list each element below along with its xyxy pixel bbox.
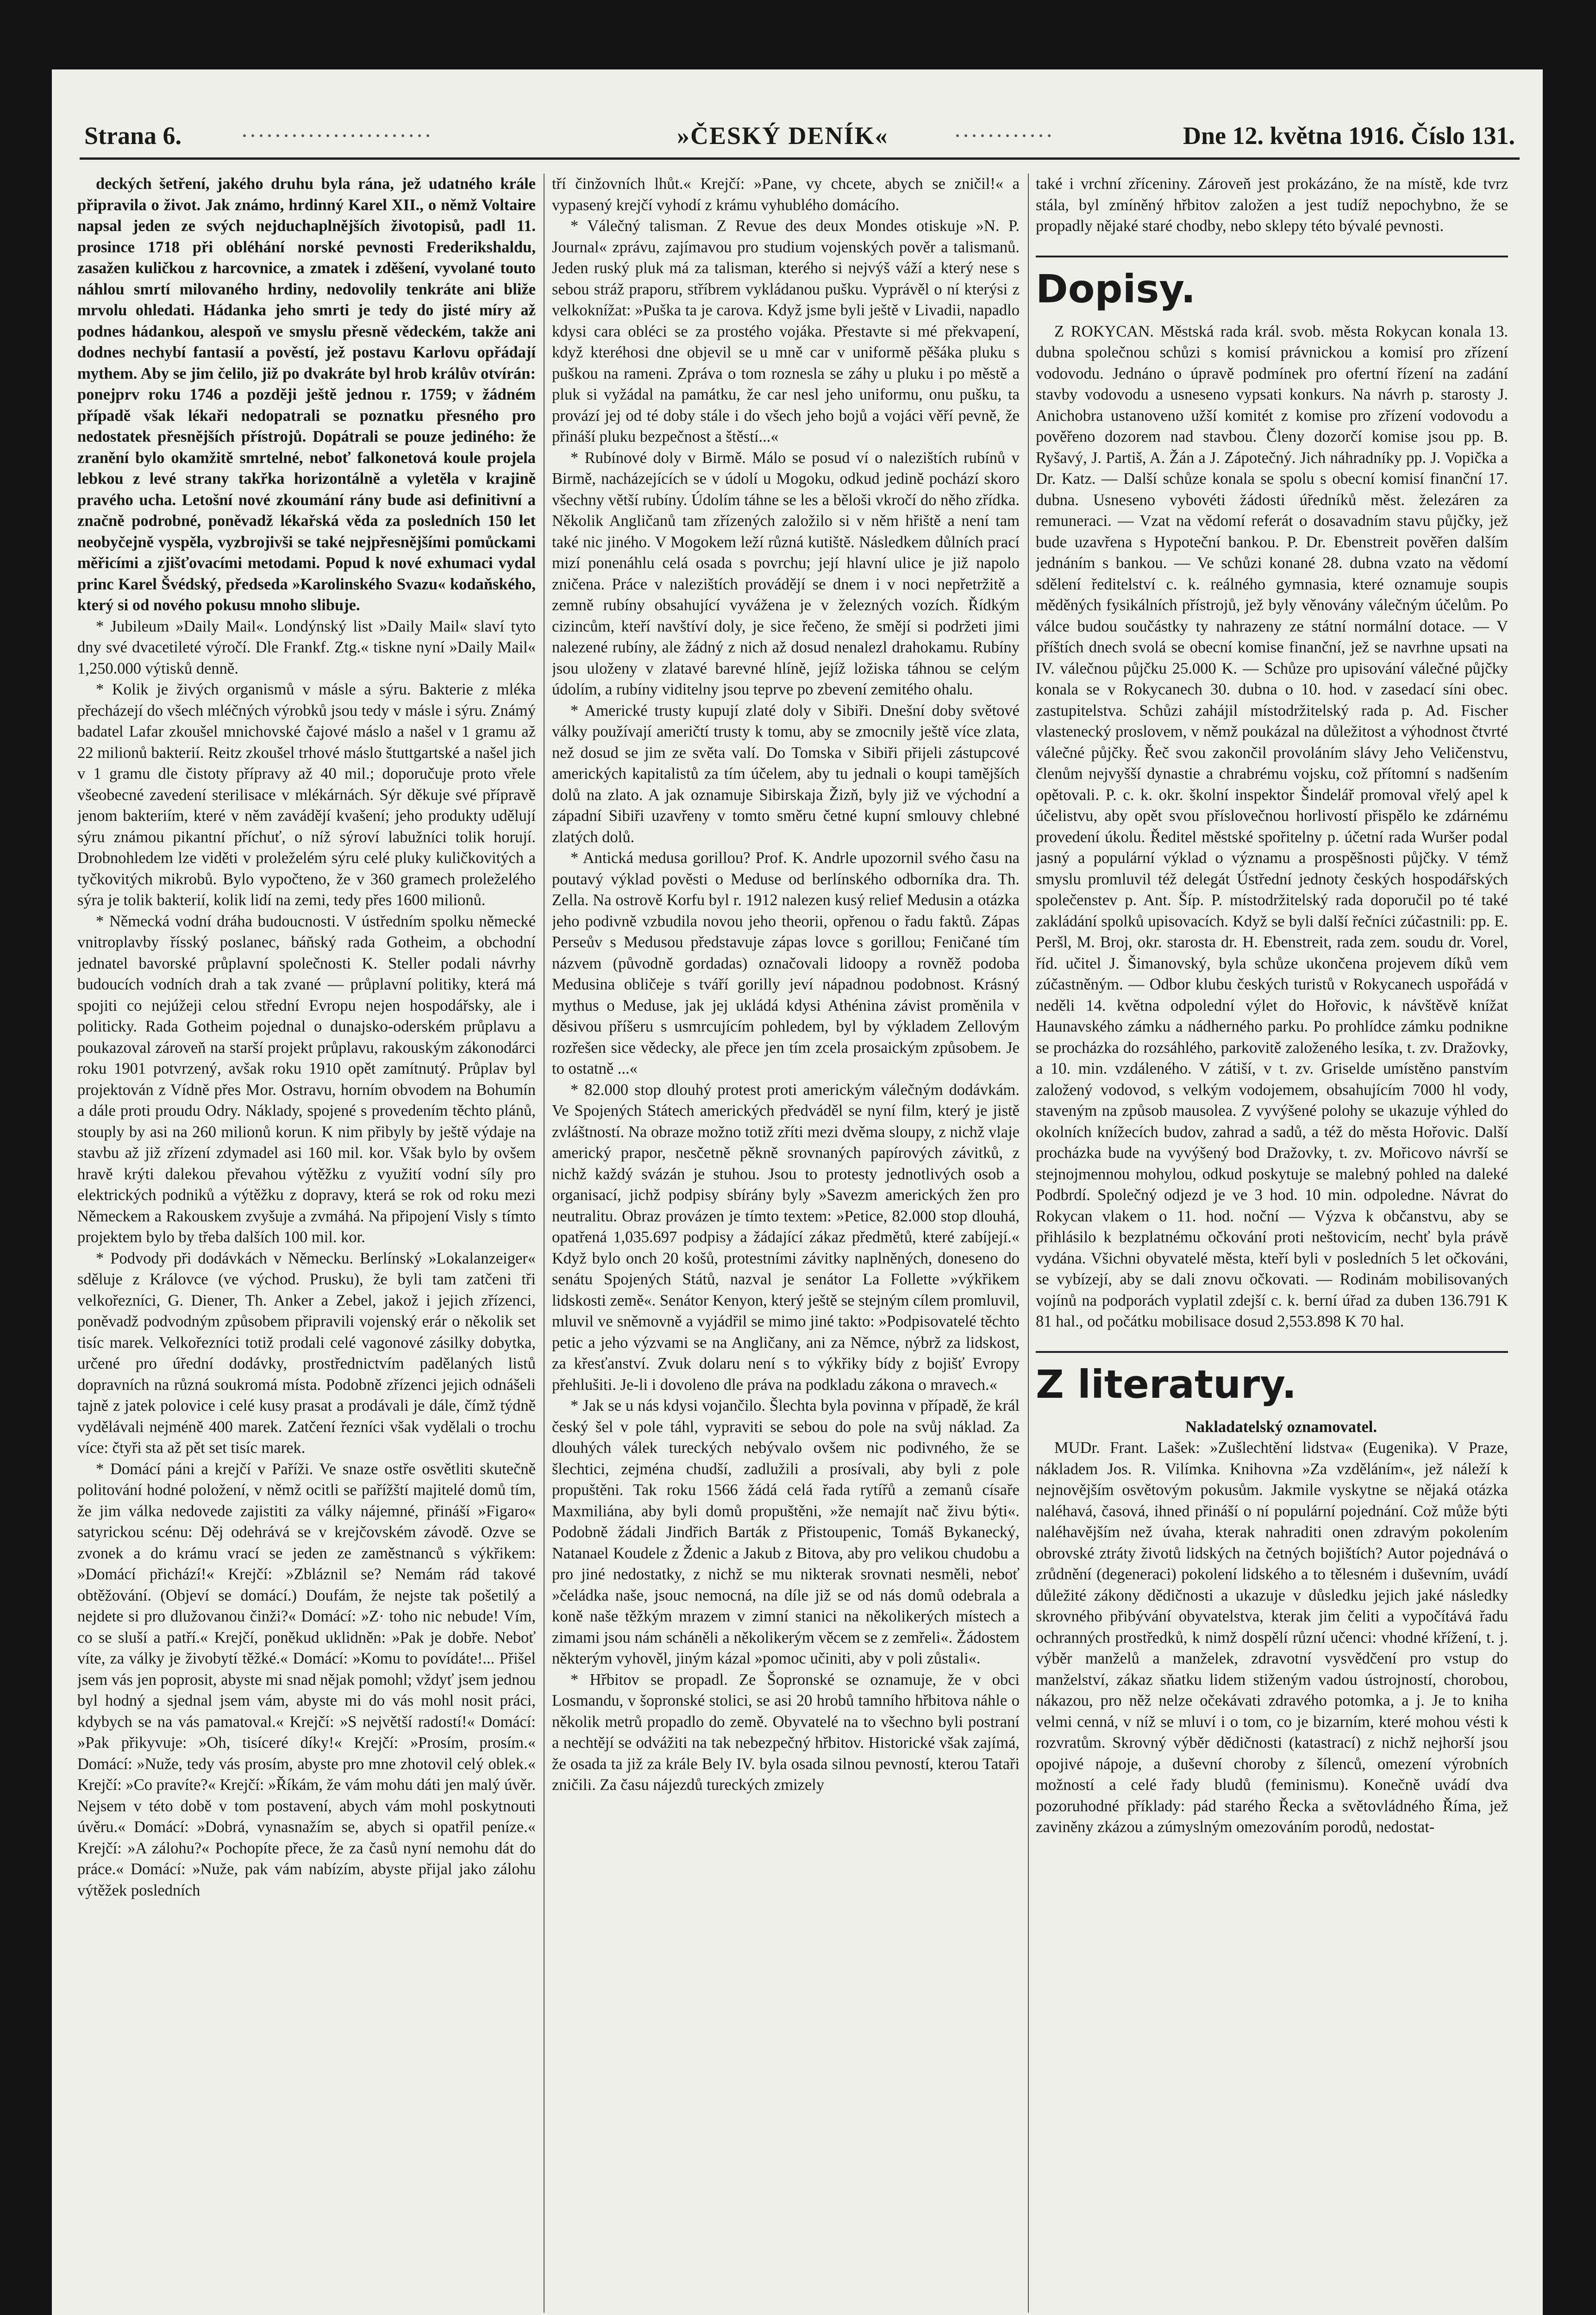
section-heading-dopisy: Dopisy. bbox=[1036, 256, 1508, 312]
section-subheading: Nakladatelský oznamovatel. bbox=[1185, 1418, 1377, 1436]
article-paragraph: * Válečný talisman. Z Revue des deux Mondes otiskuje »N. P. Journal« zprávu, zajímavou pro studium vojenských pověr a talismanů. Jeden ruský pluk má za talisman, kterého si nejvýš váží a který nese s sebou stráž praporu, stříbrem vykládanou pušku. Vyprávěl o ní kterýsi z velkoknížat: »Puška ta je carova. Když jsme byli ještě v Livadii, napadlo kdysi cara obléci se za prostého vojáka. Přestavte si mé překvapení, když kteréhosi dne objevil se u mně car v uniformě pěšáka pluku s puškou na rameni. Zpráva o tom roznesla se záhy u pluku i po městě a pluk si vyžádal na památku, že car nesl jeho uniformu, onu pušku, ta provází jej od té doby stále i do všech jeho bojů a vojáci věří pevně, že přináší pluku bezpečnost a štěstí...« bbox=[552, 217, 1020, 445]
article-paragraph: * Rubínové doly v Birmě. Málo se posud ví o nalezištích rubínů v Birmě, nacházejících se v údolí u Mogoku, odkud jedině pochází skoro všechny větší rubíny. Údolím táhne se les a běloši vkročí do něho zřídka. Několik Angličanů tam zřízených založilo si v něm hřiště a není tam také nic jiného. V Mogokem leží různá kutiště. Následkem důlních prací mizí ponenáhlu celá osada s povrchu; její hlavní ulice je již napolo zničena. Práce v nalezištích provádějí se dnem i v noci nepřetržitě a zemně rubíny obsahující vyvážena je v železných vozích. Řídkým cizincům, kteří navštíví doly, je sice řečeno, že smějí si podržeti jimi nalezené rubíny, ale žádný z nich až dosud nenalezl drahokamu. Rubíny jsou uloženy v zlatavé barevné hlíně, jejíž ložiska táhnou se celým údolím, a rubíny viditelny jsou teprve po zbevení zemitého ohalu. bbox=[552, 449, 1020, 698]
column-2 bbox=[552, 174, 1020, 2315]
article-paragraph: MUDr. Frant. Lašek: »Zušlechtění lidstva« (Eugenika). V Praze, nákladem Jos. R. Vilímka. Knihovna »Za vzděláním«, jež náleží k nejnovějším osvětovým pokusům. Jakmile vyskytne se nějaká otázka naléhavá, časová, ihned přináší o ní populární pojednání. Což může býti naléhavějším než úvaha, kterak nahraditi onen zdravým pokolením obrovské ztráty životů lidských na četných bojištích? Autor pojednává o zrůdnění (degeneraci) pokolení lidského a to tělesném i duševním, uvádí důležité zákony dědičnosti a ukazuje v důsledku jejich jaké následky skrovného přibývání obyvatelstva, kterak jim čeliti a vypočítává řadu ochranných prostředků, k nimž dospělí různí učenci: vhodné křížení, t. j. výběr manželů a manželek, zdravotní vysvědčení pro vstup do manželství, zákaz sňatku lidem stiženým vadou ústrojností, chorobou, nákazou, pro něž nelze očekávati zdravého potomka, a j. Je to kniha velmi cenná, v níž se mluví i o tom, co je bizarním, které mohou vésti k rozvratům. Skrovný výběr dědičnosti (katastrací) z nichž nejhorší jsou opojivé nápoje, a duševní choroby z šílenců, omezení výrobních možností a celé řady bludů (feminismu). Konečně uvádí dva pozoruhodné příklady: pád starého Řecka a světovládného Říma, jež zaviněny zkázou a zúmyslným omezováním porodů, nedostat- bbox=[1036, 1439, 1508, 1836]
header-ornament: ············ bbox=[955, 126, 1055, 145]
column-divider bbox=[1028, 174, 1029, 2313]
issue-date: Dne 12. května 1916. Číslo 131. bbox=[1183, 122, 1515, 150]
article-paragraph: také i vrchní zříceniny. Zároveň jest prokázáno, že na místě, kde tvrz stála, byl zmíněný hřbitov založen a jest tudíž nepochybno, že se propadly nějaké staré chodby, nebo sklepy této bývalé pevnosti. bbox=[1036, 175, 1508, 235]
article-paragraph: * Antická medusa gorillou? Prof. K. Andrle upozornil svého času na poutavý výklad pověsti o Meduse od berlínského odborníka dra. Th. Zella. Na ostrově Korfu byl r. 1912 nalezen kusý relief Medusin a otázka jeho podivně vzbudila novou jeho theorii, opřenou o řadu faktů. Zápas Perseův s Medusou představuje zápas lovce s gorillou; Feničané tím názvem (původně gordadas) označovali lidoopy a rovněž podoba Medusina obličeje s tváří gorilly jeví nápadnou podobnost. Krásný mythus o Meduse, jak jej ukládá kdysi Athénina závist proměnila v děsivou příšeru s usmrcujícím pohledem, byl by výkladem Zellovým rozřešen sice vědecky, ale přece jen tím zcela prosaickým způsobem. Je to ostatně ...« bbox=[552, 849, 1020, 1077]
page-number: Strana 6. bbox=[84, 122, 182, 150]
article-paragraph: * Hřbitov se propadl. Ze Šopronské se oznamuje, že v obci Losmandu, v šopronské stolici, se asi 20 hrobů tamního hřbitova náhle o několik metrů propadlo do země. Obyvatelé na to všechno byli postraní a nechtějí se odvážiti na tak nebezpečný hřbitov. Historické však zajímá, že osada ta již za krále Bely IV. byla osada silnou pevností, kterou Tataři zničili. Za času nájezdů tureckých zmizely bbox=[552, 1671, 1020, 1794]
column-1 bbox=[77, 174, 536, 2315]
article-paragraph: * Podvody při dodávkách v Německu. Berlínský »Lokalanzeiger« sděluje z Královce (ve východ. Prusku), že byli tam zatčeni tři velkořezníci, G. Diener, Th. Anker a Zebel, jakož i jejich zřízenci, poněvadž podvodným způsobem připravili vojenský erár o několik set tisíc marek. Velkořezníci totiž prodali celé vagonové zásilky dobytka, určené pro úřední dodávky, prostřednictvím padělaných listů dopravních na různá soukromá místa. Podobně zřízenci jejich odnášeli tajně z jatek polovice i celé kusy prasat a prodávali je dále, čímž týdně vydělávali nejméně 400 marek. Zatčení řezníci však vydělali o trochu více: čtyři sta až pět set tisíc marek. bbox=[77, 1249, 536, 1457]
column-divider bbox=[544, 174, 545, 2313]
column-3 bbox=[1036, 174, 1508, 2315]
article-paragraph: * Jak se u nás kdysi vojančilo. Šlechta byla povinna v případě, že král český šel v pole táhl, vypraviti se sebou do pole na svůj náklad. Za dlouhých válek tureckých nebývalo ovšem nic podivného, že se šlechtici, zejména chudší, zadlužili a prosívali, aby byli z pole propuštěni. Tak roku 1566 žádá celá řada rytířů a zemanů císaře Maxmiliána, aby byli domů propuštěni, »že nemajít nač živu býti«. Podobně žádali Jindřich Barták z Přistoupenic, Tomáš Bykanecký, Natanael Koudele z Ždenic a Jakub z Bitova, aby pro velikou chudobu a pro jiné nedostatky, z nichž se mu nikterak srovnati nesměli, neboť »čeládka naše, jsouc nemocná, na díle již se od nás domů odebrala a koně naše těžkým mrazem v zimní stanici na několikerých místech a zimami jsou nám scháněli a několikerým věcem se z zemřeli«. Žádostem některým vyhověl, jiným kázal »pomoc učiniti, aby v poli zůstali«. bbox=[552, 1397, 1020, 1667]
header-rule bbox=[80, 157, 1520, 160]
article-paragraph: * Americké trusty kupují zlaté doly v Sibiři. Dnešní doby světové války používají američtí trusty k tomu, aby se zmocnily ještě více zlata, než dosud se jim ze světa valí. Do Tomska v Sibiři přijeli zástupcové amerických kapitalistů za tím účelem, aby tu jednali o koupi tamějších dolů na zlato. A jak oznamuje Sibirskaja Žizň, byly již ve východní a západní Sibiři uzavřeny v tomto směru četné kupní smlouvy chlebné zlatých dolů. bbox=[552, 701, 1020, 846]
article-paragraph: * 82.000 stop dlouhý protest proti americkým válečným dodávkám. Ve Spojených Státech amerických předváděl se nyní film, který je jistě zvláštností. Na obraze možno totiž zříti mezi dvěma sloupy, z nichž vlaje americký prapor, nesčetně pěkně srovnaných papírových závitků, z nichž každý svázán je stuhou. Jsou to protesty jednotlivých osob a organisací, jichž podpisy sbírány byly »Savezm amerických žen pro neutralitu. Obraz provázen je tímto textem: »Petice, 82.000 stop dlouhá, opatřená 1,035.697 podpisy a žádající zákaz předmětů, které zabíjejí.« Když bylo onch 20 košů, protestními závitky naplněných, doneseno do senátu Spojených Států, nazval je senátor La Follette »výkřikem lidskosti země«. Senátor Kenyon, který ještě se stejným cílem promluvil, mluvil ve sněmovně a vyjádřil se mimo jiné takto: »Podpisovatelé těchto petic a jeho výzvami se na Angličany, ani za Němce, nýbrž za lidskost, za křesťanství. Zvuk dolaru není s to výkřiky bídy z bojišť Evropy přehlušiti. Je-li i dovoleno dle práva na podkladu zákona o mravech.« bbox=[552, 1081, 1020, 1394]
article-paragraph: Z ROKYCAN. Městská rada král. svob. města Rokycan konala 13. dubna společnou schůzi s komisí právnickou a komisí pro zřízení vodovodu. Jednáno o úpravě podmínek pro ofertní řízení na zadání stavby vodovodu a usneseno vypsati konkurs. Na návrh p. starosty J. Anichobra ustanoveno užší komitét z komise pro zřízení vodovodu a pověřeno dozorem nad stavbou. Členy dozorčí komise jsou pp. B. Ryšavý, J. Partiš, A. Žán a J. Zápotečný. Jich náhradníky pp. J. Vopička a Dr. Katz. — Další schůze konala se spolu s obecní komisí finanční 17. dubna. Usneseno vybovéti žádosti úředníků měst. železáren za remuneraci. — Vzat na vědomí referát o dosavadním stavu půjčky, jež bude uzavřena s Hypoteční bankou. P. Dr. Ebenstreit pověřen dalším jednáním s bankou. — Ve schůzi konané 28. dubna vzato na vědomí sdělení ředitelství c. k. reálného gymnasia, které oznamuje soupis měděných fysikálních přístrojů, jež byly věnovány válečným účelům. Po válce budou součástky ty nahrazeny ze státní normální dotace. — V příštích dnech svolá se obecní komise finanční, jež se navrhne upsati na IV. válečnou půjčku 25.000 K. — Schůze pro upisování válečné půjčky konala se v Rokycanech 30. dubna o 10. hod. v zasedací síni obec. zastupitelstva. Schůzi zahájil místodržitelský rada p. Ad. Fischer vlastenecký proslovem, v němž poukázal na důležitost a výhodnost čtvrté válečné půjčky. Řeč svou zakončil provoláním slávy Jeho Veličenstvu, členům nejvyšší dynastie a chrabrému vojsku, což přítomní s nadšením opětovali. P. c. k. okr. školní inspektor Šindelář promoval vřelý apel k účelistvu, aby opět svou příslovečnou horlivostí přispělo ke zdárnému provedení úkolu. Ředitel městské spořitelny p. účetní rada Wuršer podal jasný a populární výklad o významu a prospěšnosti půjčky. V témž smyslu promluvil též delegát Ústřední jednoty českých hospodářských společenstev p. Ant. Šíp. P. místodržitelský rada doporučil po té také zakládání spolků upisovacích. Když se byli další řečníci zúčastnili: pp. E. Peršl, M. Broj, okr. starosta dr. H. Ebenstreit, rada zem. soudu dr. Vorel, říd. učitel J. Šimanovský, byla schůze ukončena projevem díků vem zúčastněným. — Odbor klubu českých turistů v Rokycanech uspořádá v neděli 14. května odpolední výlet do Hořovic, k návštěvě knížat Haunavského zámku a nádherného parku. Po prohlídce zámku podnikne se procházka do rozsáhlého, parkovitě založeného lesíka, t. zv. Dražovky, a 10. min. vzdáleného. V zátiší, v t. zv. Griselde umístěno panstvím založený vodovod, s velkým vodojemem, obsahujícím 7000 hl vody, staveným na způsob mausolea. Z vyvýšené polohy se ukazuje výhled do okolních knížecích budov, zahrad a sadů, a též do města Hořovic. Další procházka bude na vyvýšený bod Dražovky, t. zv. Mořicovo návrší se stejnojmennou mohylou, odkud poskytuje se malebný pohled na daleké Podbrdí. Společný odjezd je ve 3 hod. 10 min. odpoledne. Návrat do Rokycan vlakem o 11. hod. noční — Výzva k občanstvu, aby se přihlásilo k bezplatnému očkování proti neštovicím, nechť byla právě vydána. Všichni obyvatelé města, kteří byli v posledních 5 let očkováni, se vybízejí, aby se dali znovu očkovati. — Rodinám mobilisovaných vojínů na podporách vyplatil zdejší c. k. berní úřad za duben 136.791 K 81 hal., od počátku mobilisace dosud 2,553.898 K 70 hal. bbox=[1036, 322, 1508, 1330]
article-paragraph: deckých šetření, jakého druhu byla rána, jež udatného krále připravila o život. Jak známo, hrdinný Karel XII., o němž Voltaire napsal jeden ze svých nejduchaplnějších životopisů, padl 11. prosince 1718 při obléhání norské pevnosti Frederikshaldu, zasažen kuličkou z harcovnice, a zmatek i zděšení, vyvolané touto náhlou smrtí milovaného hrdiny, nedovolily tenkráte ani bliže mrvolu ohledati. Hádanka jeho smrti je tedy do jisté míry až podnes hádankou, alespoň ve smyslu přesně vědeckém, takže ani dodnes nechybí fantasií a pověstí, jež postavu Karlovu opřádají mythem. Aby se jim čelilo, již po dvakráte byl hrob králův otvírán: ponejprv roku 1746 a později ještě jednou r. 1759; v žádném případě však lékaři nedopatrali se poznatku přesného pro nedostatek přesnějších přístrojů. Dopátrali se pouze jediného: že zranění bylo okamžitě smrtelné, neboť falkonetová koule projela lebkou z levé strany takřka horizontálně a vyletěla v krajině pravého ucha. Letošní nové zkoumání rány bude asi definitivní a značně podrobné, poněvadž lékařská věda za posledních 150 let neobyčejně vyspěla, vyzbrojivši se také nejpřesnějšími pomůckami měřicími a zjišťovacími metodami. Popud k nové exhumaci vydal princ Karel Švédský, předseda »Karolinského Svazu« kodaňského, který si od nového pokusu mnoho slibuje. bbox=[77, 175, 536, 614]
masthead: »ČESKÝ DENÍK« bbox=[677, 122, 889, 150]
article-paragraph: * Německá vodní dráha budoucnosti. V ústředním spolku německé vnitroplavby řísský poslanec, báňský rada Gotheim, a obchodní jednatel bavorské průplavní společnosti K. Steller podali návrhy budoucích vodních drah a tak zvané — průplavní politiky, která má spojiti co nejúžeji celou střední Evropu nejen hospodářsky, ale i politicky. Rada Gotheim pojednal o dunajsko-oderském průplavu a poukazoval zároveň na starší projekt průplavu, rakouským zákonodárci roku 1901 potvrzený, avšak roku 1910 opět zamítnutý. Průplav byl projektován z Vídně přes Mor. Ostravu, horním obvodem na Bohumín a dále proti proudu Odry. Náklady, spojené s provedením těchto plánů, stouply by asi na 260 milionů korun. K nim přibyly by ještě výdaje na stavbu až již zřízení zdymadel asi 160 mil. kor. Však bylo by ovšem hravě krýti dalekou převahou výtěžku z využití vodní síly pro elektrických podniků a výtěžku z dopravy, která se rok od roku mezi Německem a Rakouskem zvyšuje a zvmáhá. Na připojení Visly s tímto projektem bylo by třeba dalších 100 mil. kor. bbox=[77, 912, 536, 1246]
section-heading-literatura: Z literatury. bbox=[1036, 1351, 1508, 1408]
article-paragraph: * Domácí páni a krejčí v Paříži. Ve snaze ostře osvětliti skutečně politování hodné položení, v němž ocitli se pařížští majitelé domů tím, že jim válka nedovede zajistiti za války nájemné, přináší »Figaro« satyrickou scénu: Děj odehrává se v krejčovském závodě. Ozve se zvonek a do krámu vrací se jeden ze zaměstnanců s výkřikem: »Domácí přichází!« Krejčí: »Zbláznil se? Nemám rád takové obtěžování. (Objeví se domácí.) Doufám, že nejste tak pošetilý a nejdete si pro dlužovanou činži?« Domácí: »Z· toho nic nebude! Vím, co se sluší a patří.« Krejčí, poněkud uklidněn: »Pak je dobře. Neboť víte, za války je živobytí těžké.« Domácí: »Komu to povídáte!... Přišel jsem vás jen poprosit, abyste mi snad nějak pomohl; vždyť jsem jednou byl hodný a sjednal jsem vám, abyste mi do vás mohl nosit práci, kdybych se na vás pamatoval.« Krejčí: »S největší radostí!« Domácí: »Pak přikyvuje: »Oh, tisíceré díky!« Krejčí: »Prosím, prosím.« Domácí: »Nuže, tedy vás prosím, abyste pro mne zhotovil celý oblek.« Krejčí: »Co pravíte?« Krejčí: »Říkám, že vám mohu dáti jen malý úvěr. Nejsem v této době v tom postavení, abych vám mohl poskytnouti úvěru.« Domácí: »Dobrá, vynasnažím se, abych si opatřil peníze.« Krejčí: »A zálohu?« Pochopíte přece, že za časů nyní nemohu dát do práce.« Domácí: »Nuže, pak vám nabízím, abyste přijal jako zálohu výtěžek posledních bbox=[77, 1460, 536, 1899]
article-paragraph: * Kolik je živých organismů v másle a sýru. Bakterie z mléka přecházejí do všech mléčných výrobků jsou tedy v másle i sýru. Známý badatel Lafar zkoušel mnichovské čajové máslo a našel v 1 gramu až 22 milionů bakterií. Reitz zkoušel trhové máslo štuttgartské a našel jich v 1 gramu dle čistoty přípravy až 40 mil.; doporučuje proto vřele všeobecné zavedení sterilisace v mlékárnách. Sýr děkuje své přípravě jenom bakteriím, které v něm zavádějí kvašení; jeho produkty udělují sýru známou pikantní příchuť, o níž sýroví labužníci tolik horují. Drobnohledem lze viděti v proleželém sýru celé pluky kuličkovitých a tyčkovitých mikrobů. Bylo vypočteno, že v 360 gramech proleželého sýra je tolik bakterií, kolik lidí na zemi, tedy přes 1600 milionů. bbox=[77, 681, 536, 909]
article-paragraph: tří činžovních lhůt.« Krejčí: »Pane, vy chcete, abych se zničil!« a vypasený krejčí vyhodí z krámu vyhublého domácího. bbox=[552, 175, 1020, 214]
header-ornament: ······················· bbox=[242, 126, 434, 145]
newspaper-page bbox=[52, 69, 1543, 2315]
page-header bbox=[84, 119, 1515, 152]
article-paragraph: * Jubileum »Daily Mail«. Londýnský list »Daily Mail« slaví tyto dny své dvacetileté výročí. Dle Frankf. Ztg.« tiskne nyní »Daily Mail« 1,250.000 výtisků denně. bbox=[77, 617, 536, 677]
